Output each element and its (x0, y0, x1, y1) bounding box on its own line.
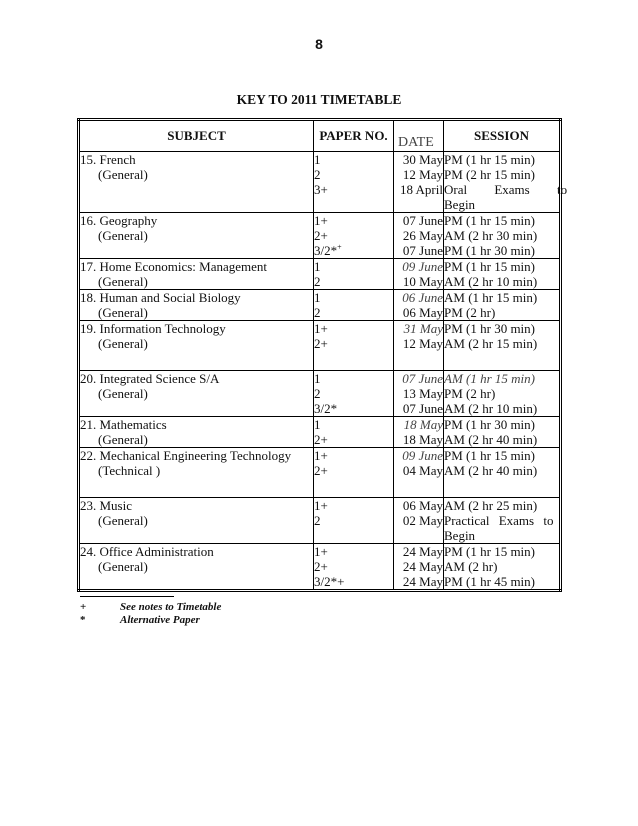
session-time: AM (2 hr 10 min) (444, 401, 538, 416)
session-cell (444, 290, 561, 321)
exam-date: 07 June (402, 243, 443, 258)
footnote (80, 601, 221, 614)
date-cell (394, 290, 444, 321)
paper-no: 1+ (314, 544, 328, 559)
table-row (79, 321, 561, 371)
session-cell (444, 448, 561, 498)
session-time: AM (2 hr 30 min) (444, 228, 538, 243)
exam-date: 18 May (403, 417, 443, 432)
exam-date: 31 May (403, 321, 443, 336)
paper-no: 2 (314, 513, 321, 528)
exam-date: 06 May (402, 498, 443, 513)
session-time: PM (1 hr 30 min) (444, 417, 535, 432)
session-cell (444, 371, 561, 417)
paper-no: 2 (314, 167, 321, 182)
paper-no: 3/2*+ (314, 242, 342, 258)
exam-date: 18 April (400, 182, 443, 197)
paper-no: 2+ (314, 336, 328, 351)
footnote-symbol: + (80, 601, 87, 613)
paper-no: 1 (314, 290, 321, 305)
header-row (79, 120, 561, 152)
exam-date: 12 May (402, 167, 443, 182)
exam-date: 18 May (402, 432, 443, 447)
exam-date: 07 June (402, 213, 443, 228)
subject-cell (79, 290, 314, 321)
session-cell (444, 259, 561, 290)
exam-date: 24 May (402, 574, 443, 589)
exam-date: 10 May (402, 274, 443, 289)
footnote-text: See notes to Timetable (120, 601, 222, 613)
paper-cell (314, 371, 394, 417)
exam-date: 06 May (402, 305, 443, 320)
session-time: AM (1 hr 15 min) (444, 290, 538, 305)
footnote (80, 614, 221, 627)
exam-date: 07 June (402, 401, 443, 416)
exam-date: 09 June (402, 448, 443, 463)
table-row (79, 544, 561, 591)
page-title: KEY TO 2011 TIMETABLE (236, 92, 402, 107)
session-cell (444, 152, 568, 213)
table-row (79, 498, 561, 544)
subject-level: (General) (98, 167, 148, 182)
session-time: PM (1 hr 15 min) (444, 544, 535, 559)
session-time: AM (2 hr 40 min) (444, 432, 538, 447)
footnotes (80, 596, 221, 627)
date-cell (394, 213, 444, 259)
subject-name: 18. Human and Social Biology (80, 290, 241, 305)
exam-date: 26 May (402, 228, 443, 243)
table-row (79, 371, 561, 417)
session-time: PM (1 hr 15 min) (444, 152, 535, 167)
timetable (77, 118, 568, 592)
session-time: AM (1 hr 15 min) (444, 371, 535, 386)
date-cell (394, 371, 444, 417)
date-cell (394, 498, 444, 544)
paper-cell (314, 417, 394, 448)
session-time: PM (1 hr 15 min) (444, 259, 535, 274)
date-cell (394, 544, 444, 591)
paper-no: 2+ (314, 463, 328, 478)
paper-no: 2 (314, 386, 321, 401)
date-cell (394, 152, 444, 213)
session-time: Practical Exams to (444, 513, 554, 528)
subject-cell (79, 544, 314, 591)
paper-no: 1 (314, 417, 321, 432)
paper-cell (314, 321, 394, 371)
subject-cell (79, 498, 314, 544)
session-cell (444, 417, 561, 448)
table-row (79, 259, 561, 290)
subject-name: 24. Office Administration (80, 544, 214, 559)
session-time: AM (2 hr) (444, 559, 498, 574)
paper-cell (314, 152, 394, 213)
table-row (79, 213, 561, 259)
session-time: PM (1 hr 15 min) (444, 448, 535, 463)
paper-no: 1 (314, 371, 321, 386)
session-time: AM (2 hr 25 min) (444, 498, 538, 513)
paper-no: 2+ (314, 559, 328, 574)
paper-no: 2 (314, 305, 321, 320)
subject-cell (79, 321, 314, 371)
date-cell (394, 448, 444, 498)
paper-no: 1+ (314, 321, 328, 336)
paper-no: 2+ (314, 432, 328, 447)
paper-no: 3/2*+ (314, 574, 345, 589)
table-row (79, 290, 561, 321)
session-time: PM (1 hr 30 min) (444, 243, 535, 258)
subject-level: (General) (98, 386, 148, 401)
subject-name: 22. Mechanical Engineering Technology (80, 448, 292, 463)
subject-cell (79, 417, 314, 448)
subject-name: 19. Information Technology (80, 321, 226, 336)
session-cell (444, 213, 561, 259)
session-cell (444, 544, 561, 591)
subject-name: 20. Integrated Science S/A (80, 371, 220, 386)
session-time: Begin (444, 528, 476, 543)
subject-level: (Technical ) (98, 463, 161, 478)
exam-date: 13 May (402, 386, 443, 401)
exam-date: 24 May (402, 544, 443, 559)
session-time: Oral Exams to (444, 182, 568, 197)
paper-cell (314, 448, 394, 498)
footnote-divider (80, 596, 174, 597)
subject-name: 16. Geography (80, 213, 158, 228)
footnote-text: Alternative Paper (120, 614, 200, 626)
subject-cell (79, 448, 314, 498)
session-header: SESSION (444, 120, 561, 152)
table-row (79, 417, 561, 448)
exam-date: 12 May (402, 336, 443, 351)
exam-date: 02 May (402, 513, 443, 528)
table-row (79, 152, 561, 213)
date-cell (394, 417, 444, 448)
footnote-symbol: * (80, 614, 86, 626)
session-time: PM (1 hr 30 min) (444, 321, 535, 336)
paper-no: 3+ (314, 182, 328, 197)
paper-no: 1 (314, 152, 321, 167)
date-cell (394, 259, 444, 290)
date-cell (394, 321, 444, 371)
paper-cell (314, 498, 394, 544)
subject-level: (General) (98, 305, 148, 320)
paper-cell (314, 213, 394, 259)
subject-level: (General) (98, 513, 148, 528)
subject-header: SUBJECT (79, 120, 314, 152)
subject-level: (General) (98, 432, 148, 447)
paper-no: 3/2* (314, 401, 338, 416)
subject-name: 23. Music (80, 498, 132, 513)
session-time: AM (2 hr 40 min) (444, 463, 538, 478)
session-cell (444, 498, 561, 544)
paper-no: 2 (314, 274, 321, 289)
session-time: PM (2 hr 15 min) (444, 167, 535, 182)
subject-name: 15. French (80, 152, 136, 167)
exam-date: 24 May (402, 559, 443, 574)
paper-header: PAPER NO. (314, 120, 394, 152)
page-number: 8 (315, 36, 323, 52)
paper-no: 1+ (314, 448, 328, 463)
paper-cell (314, 259, 394, 290)
subject-name: 17. Home Economics: Management (80, 259, 268, 274)
subject-name: 21. Mathematics (80, 417, 167, 432)
paper-cell (314, 290, 394, 321)
date-header: DATE (394, 120, 444, 152)
paper-no: 1 (314, 259, 321, 274)
exam-date: 09 June (402, 259, 443, 274)
session-time: PM (2 hr) (444, 386, 496, 401)
paper-no: 1+ (314, 213, 328, 228)
paper-cell (314, 544, 394, 591)
session-time: PM (1 hr 15 min) (444, 213, 535, 228)
paper-no: 2+ (314, 228, 328, 243)
paper-no: 1+ (314, 498, 328, 513)
exam-date: 06 June (402, 290, 443, 305)
subject-cell (79, 213, 314, 259)
subject-cell (79, 259, 314, 290)
session-time: AM (2 hr 15 min) (444, 336, 538, 351)
subject-cell (79, 152, 314, 213)
exam-date: 04 May (402, 463, 443, 478)
exam-date: 30 May (402, 152, 443, 167)
subject-cell (79, 371, 314, 417)
table-row (79, 448, 561, 498)
session-cell (444, 321, 561, 371)
session-time: PM (1 hr 45 min) (444, 574, 535, 589)
subject-level: (General) (98, 274, 148, 289)
subject-level: (General) (98, 559, 148, 574)
session-time: Begin (444, 197, 476, 212)
subject-level: (General) (98, 336, 148, 351)
session-time: PM (2 hr) (444, 305, 496, 320)
exam-date: 07 June (402, 371, 443, 386)
session-time: AM (2 hr 10 min) (444, 274, 538, 289)
subject-level: (General) (98, 228, 148, 243)
